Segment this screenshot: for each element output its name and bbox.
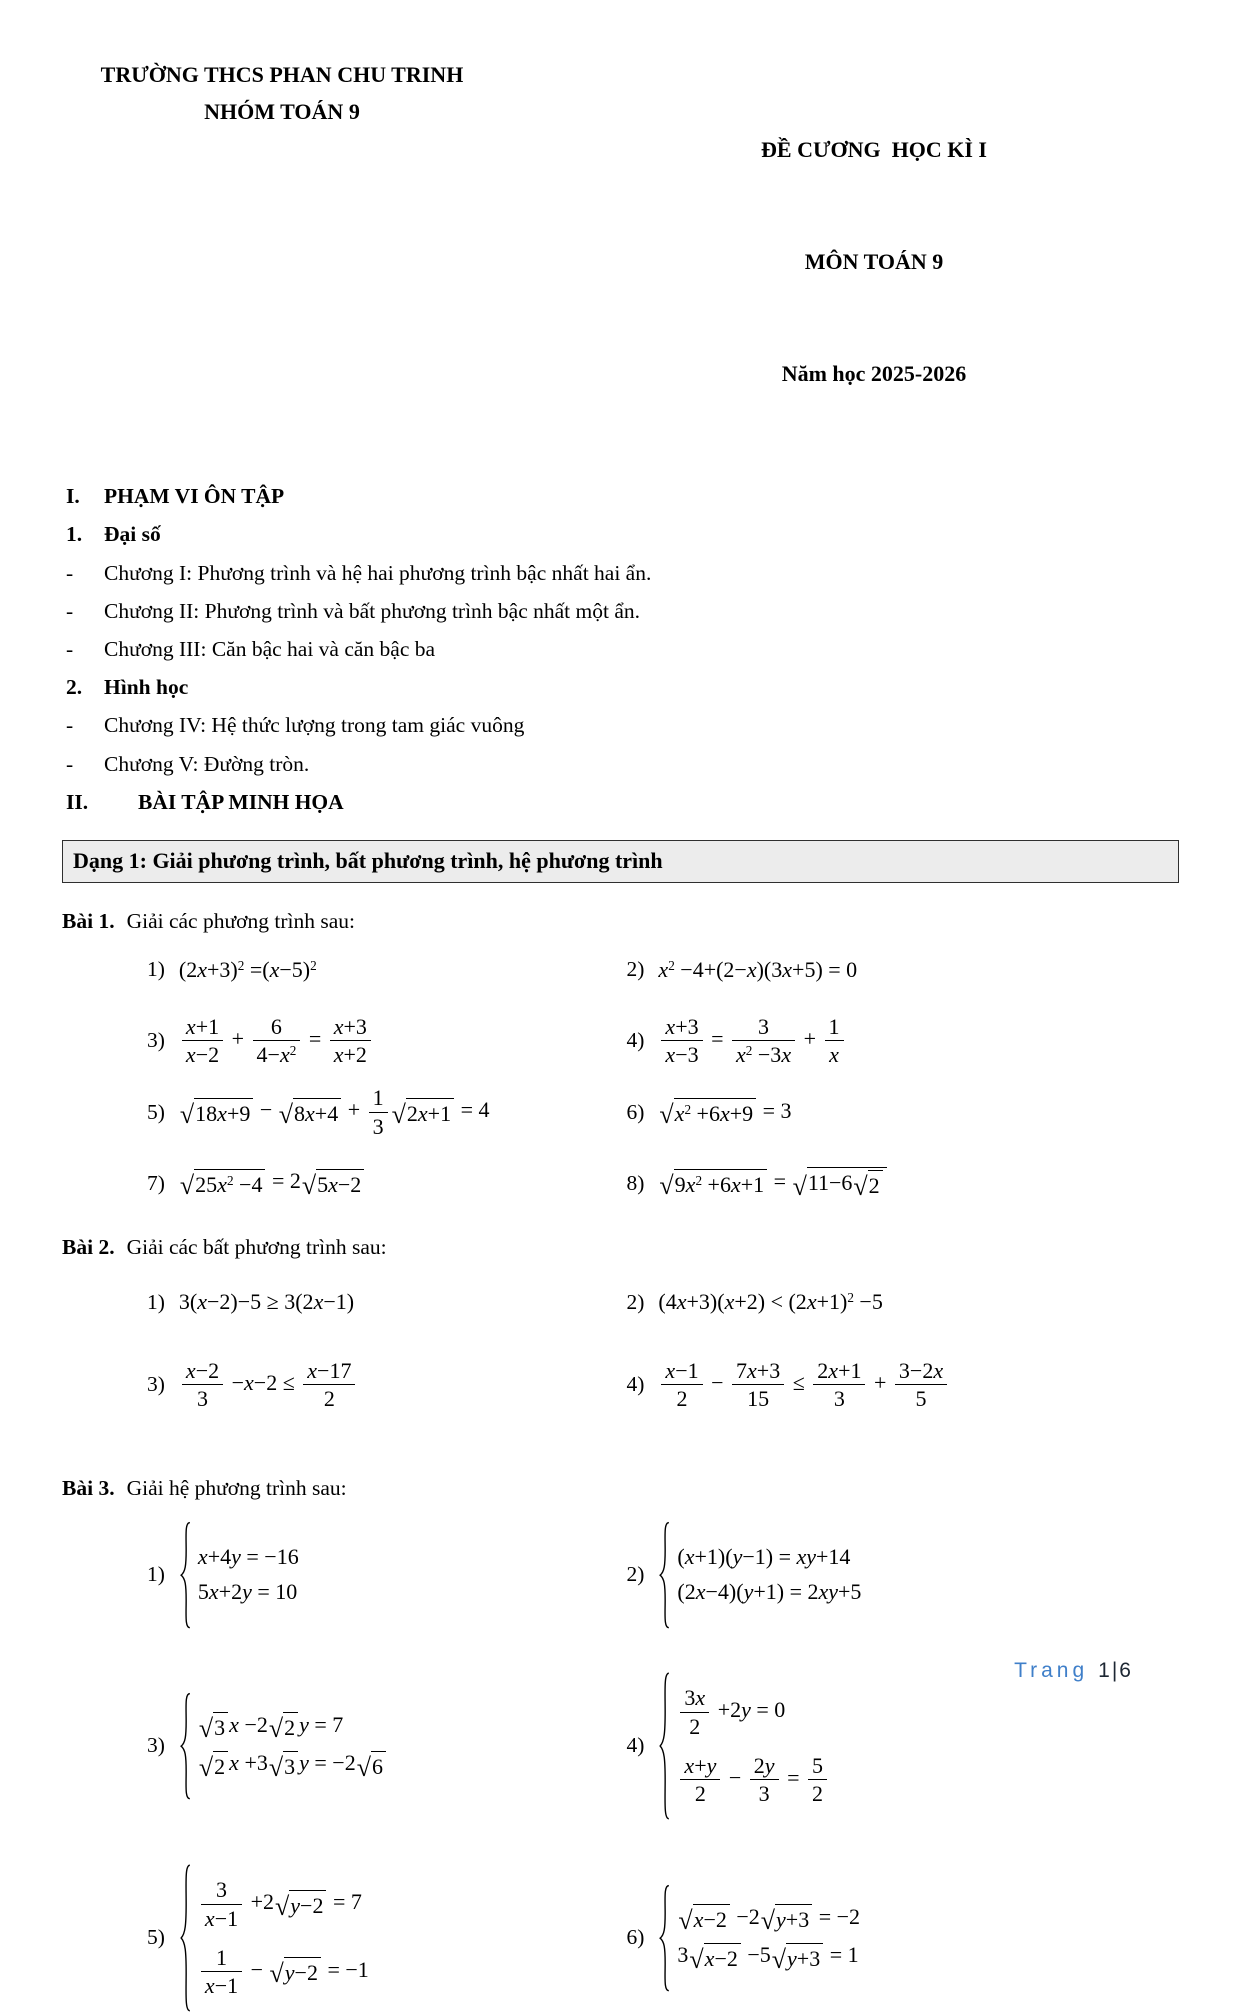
equation-number: 7) [147,1170,165,1195]
equation-math: 3(x−2)−5 ≥ 3(2x−1) [178,1289,355,1315]
header-left-block [62,56,502,467]
geometry-subheading [62,672,1179,703]
equation-item [621,1086,1180,1138]
equation-item [62,1358,621,1412]
chapter-bullet: - [66,598,74,623]
system-equation-line: (2x−4)(y+1) = 2xy+5 [677,1579,862,1605]
equation-item [62,1157,621,1209]
group-name: NHÓM TOÁN 9 [204,99,360,125]
equation-item [62,1085,621,1139]
equation-math: $\frac{x-1}{2}$ − $\frac{7x+3}{15}$ ≤ $\frac{2x+1}{3}$ + $\frac{3-2x}{5}$ [658,1358,950,1412]
equation-number: 4) [626,1372,645,1397]
doc-title: ĐỀ CƯƠNG HỌC KÌ I [761,136,987,162]
bai1-label: Bài 1. [62,908,115,933]
bai2-equation-grid [62,1276,1179,1412]
equation-item [62,944,621,996]
equation-item [621,944,1180,996]
system-equation-line: √ 2 x +3 √ 3 y = −2 √ 6 [198,1750,387,1779]
system-item [62,1863,621,2013]
equation-math: $x^2 -4+(2-x)(3x+5) = 0$ [658,956,858,982]
bai2-heading [62,1235,1179,1260]
chapter-item [62,749,1179,780]
header-right-block [659,56,1089,467]
equation-number: 3) [147,1372,165,1397]
system-equation-line: x+4y = −16 [197,1544,299,1570]
system-equation-line: 5x+2y = 10 [197,1579,298,1605]
equation-item [621,1358,1180,1412]
equation-math: √ 18x+9 − √ 8x+4 + $\frac{1}{3}$ √ 2x+1 = 4 [179,1085,490,1139]
geometry-label: 2. [66,675,83,700]
chapter-text: Chương II: Phương trình và bất phương trình bậc nhất một ẩn. [104,598,641,623]
chapter-item [62,634,1179,665]
geometry-title: Hình học [104,675,189,700]
algebra-chapter-list [62,558,1179,666]
chapter-bullet: - [66,560,74,585]
equation-number: 6) [626,1099,645,1124]
equation-number: 5) [147,1099,165,1124]
equation-number: 4) [626,1028,645,1053]
geometry-chapter-list [62,710,1179,779]
equation-number: 1) [147,957,165,982]
equation-item [621,1157,1180,1209]
system-equation-line: $\frac{3x}{2}$ +2y = 0 [677,1685,785,1739]
system-equation-line: $\frac{x+y}{2}$ − $\frac{2y}{3}$ = $\frac{5}{2}$ [677,1753,830,1807]
system-equation-line: √ x−2 −2 √ y+3 = −2 [678,1903,861,1936]
dang1-box [62,840,1179,883]
system-number: 3) [147,1733,165,1758]
chapter-bullet: - [66,751,74,776]
equation-number: 1) [147,1289,165,1314]
system-number: 2) [626,1562,645,1587]
equation-item [62,1014,621,1068]
chapter-text: Chương I: Phương trình và hệ hai phương trình bậc nhất hai ẩn. [104,560,652,585]
section2-heading [62,787,1179,818]
footer-page-label: Trang [1014,1659,1089,1682]
system-brace [179,1692,192,1800]
equation-system [658,1884,860,1992]
system-equation-line: √ 3 x −2 √ 2 y = 7 [198,1711,344,1744]
equation-system [179,1521,299,1629]
chapter-item [62,710,1179,741]
bai1-equation-grid [62,944,1179,1209]
chapter-text: Chương IV: Hệ thức lượng trong tam giác vuông [104,713,525,738]
system-number: 6) [626,1925,645,1950]
equation-number: 8) [626,1170,645,1195]
outline-section [62,481,1179,818]
chapter-item [62,596,1179,627]
dang1-title: Dạng 1: Giải phương trình, bất phương trình, hệ phương trình [73,847,663,873]
bai1-intro: Giải các phương trình sau: [126,908,355,933]
system-number: 5) [147,1925,165,1950]
system-number: 1) [147,1562,165,1587]
system-item [621,1521,1180,1629]
system-brace [658,1671,671,1821]
system-equation-line: 3 √ x−2 −5 √ y+3 = 1 [677,1942,859,1974]
equation-math: $\frac{x+1}{x-2}$ + $\frac{6}{4-x^2}$ = $\frac{x+3}{x+2}$ [179,1014,374,1068]
bai3-label: Bài 3. [62,1475,115,1500]
system-brace [658,1521,671,1629]
equation-math: $(2x+3)^2 =(x-5)^2$ [178,956,317,982]
chapter-item [62,558,1179,589]
bai2-label: Bài 2. [62,1235,115,1260]
system-brace [658,1884,671,1992]
equation-item [621,1014,1180,1068]
equation-system [658,1521,861,1629]
system-equation-line: $\frac{3}{x-1}$ +2 √ y−2 = 7 [198,1877,362,1931]
system-item [62,1521,621,1629]
equation-item [62,1276,621,1328]
equation-number: 2) [626,957,645,982]
system-brace [179,1863,192,2013]
equation-number: 2) [626,1289,645,1314]
doc-subject: MÔN TOÁN 9 [804,248,944,274]
equation-number: 3) [147,1028,165,1053]
system-item [62,1692,621,1800]
chapter-bullet: - [66,636,74,661]
equation-math: √ $x^2 +6x+9$ = 3 [659,1097,792,1129]
section1-label: I. [66,484,80,509]
equation-math: √ $25x^2 -4$ = 2 √ 5x−2 [179,1168,365,1197]
equation-system [179,1863,369,2013]
system-brace [179,1521,192,1629]
chapter-text: Chương III: Căn bậc hai và căn bậc ba [104,636,436,661]
equation-math: $\frac{x-2}{3}$ −x−2 ≤ $\frac{x-17}{2}$ [179,1358,359,1412]
section1-title: PHẠM VI ÔN TẬP [104,484,285,509]
equation-system [658,1671,830,1821]
bai3-system-grid [62,1521,1179,2013]
equation-math: $\frac{x+3}{x-3}$ = $\frac{3}{x^2 -3x}$ + $\frac{1}{x}$ [658,1014,846,1068]
equation-system [179,1692,387,1800]
section2-title: BÀI TẬP MINH HỌA [138,789,344,814]
equation-math: $(4x+3)(x+2) < (2x+1)^2 -5$ [658,1289,883,1315]
doc-year: Năm học 2025-2026 [781,361,967,387]
bai3-heading [62,1476,1179,1501]
algebra-subheading [62,519,1179,550]
footer-page-number: 1|6 [1098,1659,1133,1682]
system-number: 4) [626,1733,645,1758]
bai3-intro: Giải hệ phương trình sau: [126,1475,347,1500]
chapter-bullet: - [66,713,74,738]
system-equation-line: $\frac{1}{x-1}$ − √ y−2 = −1 [198,1945,369,1999]
equation-item [621,1276,1180,1328]
algebra-title: Đại số [104,522,161,547]
bai2-intro: Giải các bất phương trình sau: [126,1235,387,1260]
school-name: TRƯỜNG THCS PHAN CHU TRINH [100,62,464,87]
bai1-heading [62,909,1179,934]
equation-math: √ $9x^2 +6x+1$ = √ 11−6 √ 2 [658,1167,887,1199]
document-header [62,56,1179,467]
section1-heading [62,481,1179,512]
page-footer [1014,1659,1133,1683]
system-item [621,1671,1180,1821]
chapter-text: Chương V: Đường tròn. [104,751,310,776]
section2-label: II. [66,789,89,814]
system-equation-line: (x+1)(y−1) = xy+14 [677,1544,851,1570]
algebra-label: 1. [66,522,83,547]
system-item [621,1884,1180,1992]
